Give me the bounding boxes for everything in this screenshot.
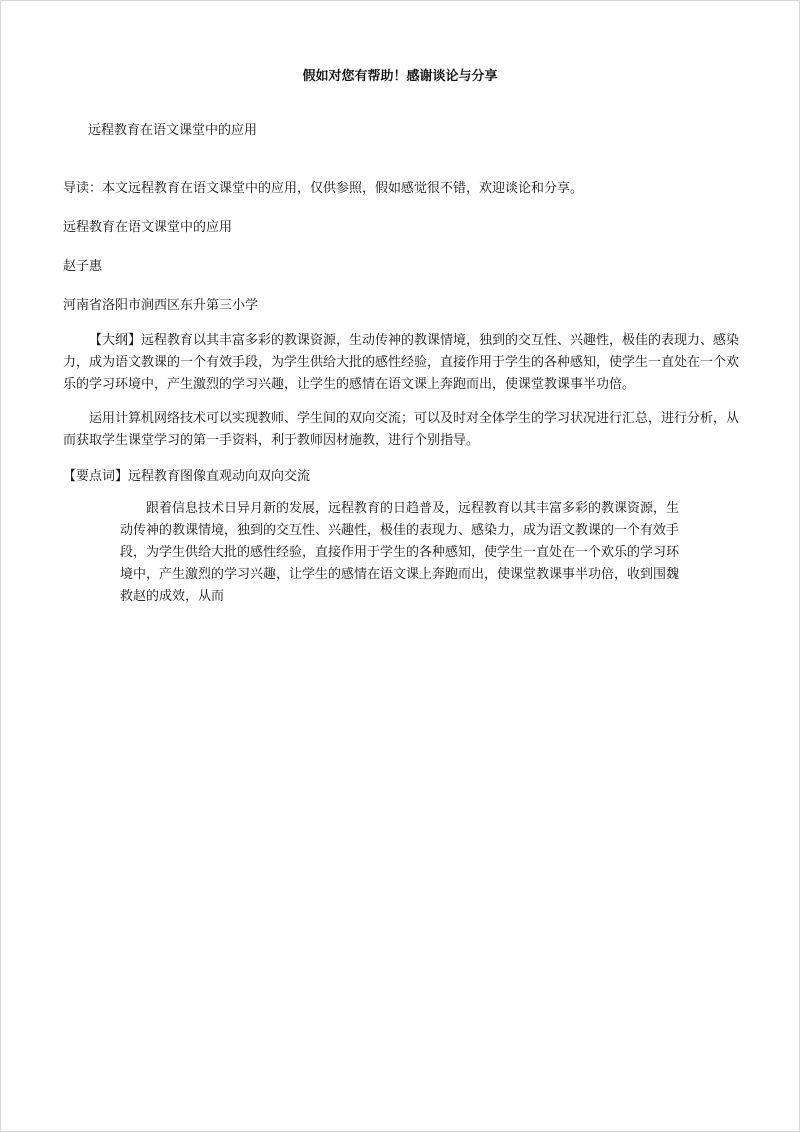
keywords-line: 【要点词】远程教育图像直观动向双向交流 <box>63 469 311 484</box>
header-banner: 假如对您有帮助！感谢谈论与分享 <box>302 69 498 84</box>
article-title: 远程教育在语文课堂中的应用 <box>63 220 233 235</box>
method-paragraph: 运用计算机网络技术可以实现教师、学生间的双向交流；可以及时对全体学生的学习状况进行汇总，进行分析，从而获取学生课堂学习的第一手资料，利于教师因材施教，进行个别指导。 <box>63 411 740 448</box>
author-affiliation: 河南省洛阳市涧西区东升第三小学 <box>63 298 259 313</box>
author-name: 赵子惠 <box>63 259 103 274</box>
abstract-paragraph: 【大纲】远程教育以其丰富多彩的教课资源，生动传神的教课情境，独到的交互性、兴趣性，极佳的表现力、感染力，成为语文教课的一个有效手段，为学生供给大批的感性经验，直接作用于学生的各种感知，使学生一直处在一个欢乐的学习环境中，产生激烈的学习兴趣，让学生的感情在语文课上奔跑而出，使课堂教课事半功倍。 <box>63 333 740 392</box>
body-paragraph: 跟着信息技术日异月新的发展，远程教育的日趋普及，远程教育以其丰富多彩的教课资源，生动传神的教课情境，独到的交互性、兴趣性，极佳的表现力、感染力，成为语文教课的一个有效手段，为学生供给大批的感性经验，直接作用于学生的各种感知，使学生一直处在一个欢乐的学习环境中，产生激烈的学习兴趣，让学生的感情在语文课上奔跑而出，使课堂教课事半功倍，收到围魏救赵的成效，从而 <box>120 501 680 604</box>
intro-paragraph: 导读：本文远程教育在语文课堂中的应用，仅供参照，假如感觉很不错，欢迎谈论和分享。 <box>63 181 584 196</box>
document-title: 远程教育在语文课堂中的应用 <box>88 123 258 138</box>
